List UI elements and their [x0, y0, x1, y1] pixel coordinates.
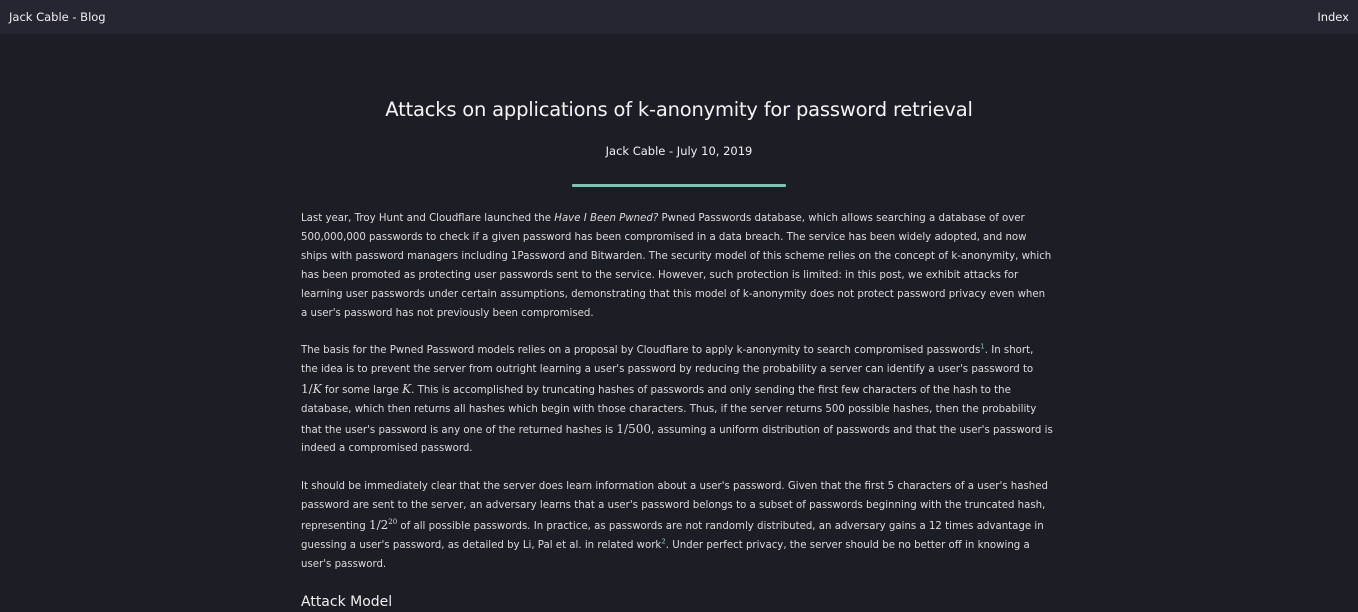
- text: Last year, Troy Hunt and Cloudflare launched the: [301, 213, 555, 224]
- text: It should be immediately clear that the server does learn information about a user's password. Given that the first 5 characters of a user's hashed password are sent to the server, an adversary learns that a user's password belongs to a subset of passwords beginning with the truncated hash, representing: [301, 480, 1048, 532]
- math-exponent: 20: [388, 517, 398, 526]
- math-1-over-500: 1/500: [616, 421, 651, 436]
- math-part: 1/2: [368, 517, 389, 532]
- blog-brand-link[interactable]: Jack Cable - Blog: [9, 10, 106, 24]
- section-heading-attack-model: Attack Model: [301, 593, 393, 610]
- paragraph-basis: [301, 342, 1053, 459]
- emphasis-hibp: Have I Been Pwned?: [554, 213, 659, 224]
- post-title: Attacks on applications of k-anonymity for password retrieval: [385, 98, 973, 121]
- text: . This is accomplished by truncating hashes of passwords and only sending the first few characters of the hash to the database, which then returns all hashes which begin with those characters. Thus, if the server returns 500 possible hashes, then the probability that the user's password is any one of the returned hashes is: [301, 384, 1037, 436]
- footnote-2-link[interactable]: 2: [661, 537, 666, 546]
- post-header: [0, 34, 1358, 187]
- post-content: [301, 210, 1053, 612]
- title-divider: [572, 184, 786, 187]
- math-var: K: [312, 381, 322, 396]
- text: of all possible passwords. In practice, as passwords are not randomly distributed, an adversary gains a 12 times advantage in guessing a user's password, as detailed by Li, Pal et al. in related work: [301, 520, 1044, 551]
- index-link[interactable]: Index: [1317, 10, 1349, 24]
- math-1-over-k: [301, 382, 322, 396]
- text: Pwned Passwords database, which allows searching a database of over 500,000,000 passwords to check if a given password has been compromised in a data breach. The service has been widely adopted, and now ships with password managers including 1Password and Bitwarden. The security model of this scheme relies on the concept of k-anonymity, which has been promoted as protecting user passwords sent to the service. However, such protection is limited: in this post, we exhibit attacks for learning user passwords under certain assumptions, demonstrating that this model of k-anonymity does not protect password privacy even when a user's password has not previously been compromised.: [301, 213, 1052, 319]
- paragraph-intro: [301, 210, 1053, 323]
- math-var: K: [402, 381, 412, 396]
- paragraph-leakage: [301, 478, 1053, 575]
- math-k: [402, 382, 411, 396]
- text: . In short, the idea is to prevent the server from outright learning a user's password by reducing the probability a server can identify a user's password to: [301, 344, 1034, 375]
- math-1-over-2-pow-20: [369, 518, 397, 532]
- footnote-1-link[interactable]: 1: [980, 342, 985, 351]
- text: . Under perfect privacy, the server should be no better off in knowing a user's password.: [301, 539, 1030, 570]
- text: The basis for the Pwned Password models relies on a proposal by Cloudflare to apply k-anonymity to search compromised passwords: [301, 344, 981, 356]
- math-part: 1/: [301, 381, 313, 396]
- text: for some large: [321, 384, 403, 396]
- navbar: [0, 0, 1358, 34]
- post-meta: Jack Cable - July 10, 2019: [605, 144, 753, 158]
- text: , assuming a uniform distribution of passwords and that the user's password is indeed a compromised password.: [301, 424, 1053, 455]
